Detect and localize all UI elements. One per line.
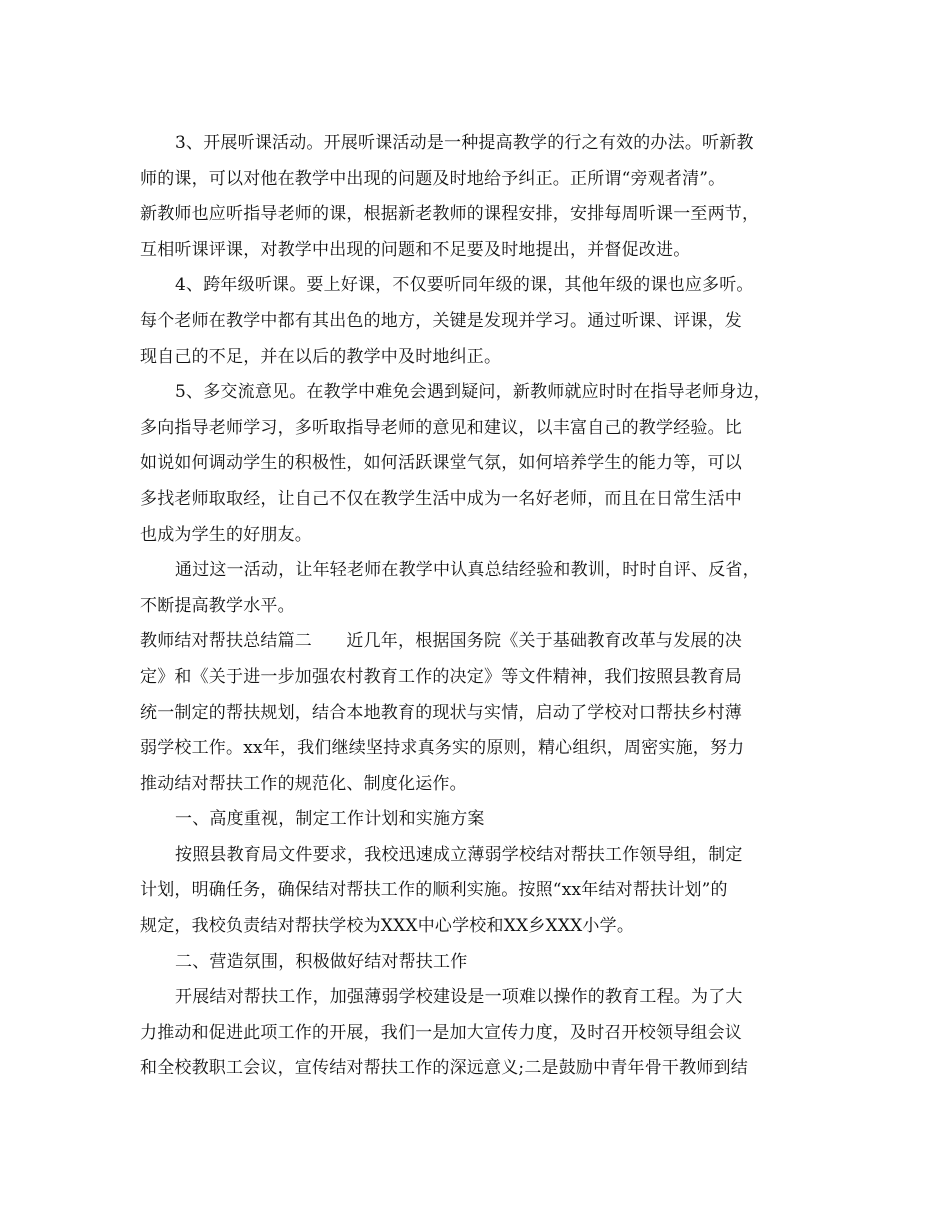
text-line: 新教师也应听指导老师的课，根据新老教师的课程安排，安排每周听课一至两节， bbox=[140, 204, 760, 225]
text-line: 互相听课评课，对教学中出现的问题和不足要及时地提出，并督促改进。 bbox=[140, 239, 691, 260]
text-line: 力推动和促进此项工作的开展，我们一是加大宣传力度，及时召开校领导组会议 bbox=[140, 1022, 742, 1043]
text-line: 按照县教育局文件要求，我校迅速成立薄弱学校结对帮扶工作领导组，制定 bbox=[175, 844, 743, 865]
text-line: 二、营造氛围，积极做好结对帮扶工作 bbox=[175, 951, 468, 972]
text-line: 推动结对帮扶工作的规范化、制度化运作。 bbox=[140, 773, 467, 794]
text-line: 教师结对帮扶总结篇二 近几年，根据国务院《关于基础教育改革与发展的决 bbox=[140, 631, 742, 652]
text-line: 师的课，可以对他在教学中出现的问题及时地给予纠正。正所谓“旁观者清”。 bbox=[140, 168, 726, 189]
text-line: 定》和《关于进一步加强农村教育工作的决定》等文件精神，我们按照县教育局 bbox=[140, 666, 742, 687]
text-line: 一、高度重视，制定工作计划和实施方案 bbox=[175, 809, 485, 830]
text-line: 也成为学生的好朋友。 bbox=[140, 524, 312, 545]
text-line: 多找老师取取经，让自己不仅在教学生活中成为一名好老师，而且在日常生活中 bbox=[140, 488, 742, 509]
text-line: 5、多交流意见。在教学中难免会遇到疑问，新教师就应时时在指导老师身边， bbox=[175, 382, 771, 403]
text-line: 现自己的不足，并在以后的教学中及时地纠正。 bbox=[140, 346, 502, 367]
text-line: 不断提高教学水平。 bbox=[140, 595, 295, 616]
text-line: 通过这一活动，让年轻老师在教学中认真总结经验和教训，时时自评、反省， bbox=[175, 560, 760, 581]
text-line: 多向指导老师学习，多听取指导老师的意见和建议，以丰富自己的教学经验。比 bbox=[140, 417, 742, 438]
text-line: 每个老师在教学中都有其出色的地方，关键是发现并学习。通过听课、评课，发 bbox=[140, 310, 742, 331]
text-line: 弱学校工作。xx年，我们继续坚持求真务实的原则，精心组织，周密实施，努力 bbox=[140, 738, 745, 759]
text-line: 4、跨年级听课。要上好课，不仅要听同年级的课，其他年级的课也应多听。 bbox=[175, 275, 754, 296]
text-line: 开展结对帮扶工作，加强薄弱学校建设是一项难以操作的教育工程。为了大 bbox=[175, 987, 743, 1008]
text-line: 和全校教职工会议，宣传结对帮扶工作的深远意义;二是鼓励中青年骨干教师到结 bbox=[140, 1058, 748, 1079]
text-line: 计划，明确任务，确保结对帮扶工作的顺利实施。按照“xx年结对帮扶计划”的 bbox=[140, 880, 728, 901]
text-line: 规定，我校负责结对帮扶学校为XXX中心学校和XX乡XXX小学。 bbox=[140, 916, 635, 937]
text-line: 如说如何调动学生的积极性，如何活跃课堂气氛，如何培养学生的能力等，可以 bbox=[140, 453, 742, 474]
text-line: 3、开展听课活动。开展听课活动是一种提高教学的行之有效的办法。听新教 bbox=[175, 133, 754, 153]
text-line: 统一制定的帮扶规划，结合本地教育的现状与实情，启动了学校对口帮扶乡村薄 bbox=[140, 702, 742, 723]
document-body bbox=[140, 126, 812, 1087]
